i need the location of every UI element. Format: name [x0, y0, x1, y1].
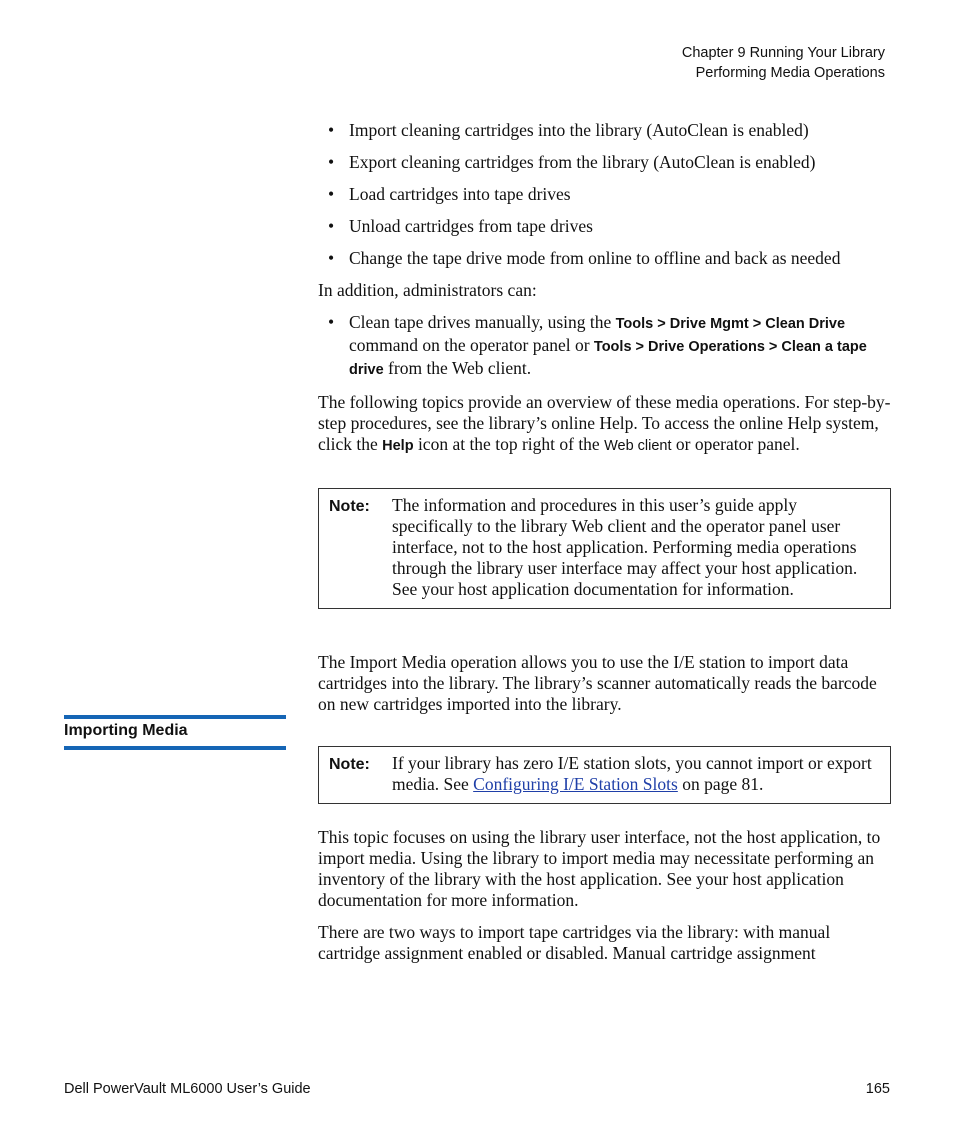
bullet-icon: •	[328, 184, 335, 204]
bullet-icon: •	[328, 312, 335, 332]
footer-title: Dell PowerVault ML6000 User’s Guide	[64, 1081, 311, 1097]
list-item: • Load cartridges into tape drives	[328, 184, 571, 204]
focus-paragraph: This topic focuses on using the library user interface, not the host application, to import media. Using the library to import media may necessitate performing an inventory of the library with the host application. See your host application documentation for more information.	[318, 827, 881, 910]
list-item: • Export cleaning cartridges from the library (AutoClean is enabled)	[328, 152, 816, 172]
import-ways-paragraph: There are two ways to import tape cartridges via the library: with manual cartridge assignment enabled or disabled. Manual cartridge assignment	[318, 922, 831, 963]
list-item: • Unload cartridges from tape drives	[328, 216, 593, 236]
operations-list	[318, 120, 891, 269]
running-header	[682, 43, 885, 83]
section-heading-block	[64, 715, 286, 750]
ui-path-operator-panel: Tools > Drive Mgmt > Clean Drive	[615, 316, 846, 332]
web-client-label: Web client	[604, 438, 672, 454]
bullet-icon: •	[328, 120, 335, 140]
list-item: • Change the tape drive mode from online to offline and back as needed	[328, 248, 841, 268]
note-box-ie-slots	[318, 746, 891, 804]
import-intro-paragraph: The Import Media operation allows you to use the I/E station to import data cartridges into the library. The library’s scanner automatically reads the barcode on new cartridges imported into the library.	[318, 652, 877, 714]
overview-paragraph: The following topics provide an overview of these media operations. For step-by-step procedures, see the library’s online Help. To access the online Help system, click the Help icon at the top right of the Web client or operator panel.	[318, 392, 891, 454]
list-item: • Clean tape drives manually, using the Tools > Drive Mgmt > Clean Drive command on the operator panel or Tools > Drive Operations > Clean a tape drive from the Web client.	[328, 312, 867, 378]
admin-list	[318, 312, 891, 381]
note-label: Note:	[329, 756, 370, 773]
help-label: Help	[382, 438, 414, 454]
note-text: If your library has zero I/E station slots, you cannot import or export media. See Configuring I/E Station Slots on page 81.	[392, 753, 872, 794]
bullet-icon: •	[328, 216, 335, 236]
note-text: The information and procedures in this user’s guide apply specifically to the library Web client and the operator panel user interface, not to the host application. Performing media operations through the library user interface may affect your host application. See your host application documentation for information.	[392, 495, 858, 599]
main-content	[318, 120, 891, 975]
page-number: 165	[865, 1081, 890, 1097]
bullet-icon: •	[328, 248, 335, 268]
list-item: • Import cleaning cartridges into the library (AutoClean is enabled)	[328, 120, 809, 140]
note-box-user-guide	[318, 488, 891, 609]
section-title: Importing Media	[64, 722, 188, 739]
header-chapter: Chapter 9 Running Your Library	[681, 45, 885, 61]
configuring-ie-station-slots-link[interactable]: Configuring I/E Station Slots	[473, 774, 678, 794]
note-label: Note:	[329, 498, 370, 515]
bullet-icon: •	[328, 152, 335, 172]
admin-intro: In addition, administrators can:	[318, 280, 537, 300]
ui-path-web-client: Tools > Drive Operations > Clean a tape drive	[349, 339, 867, 378]
header-section: Performing Media Operations	[695, 65, 885, 81]
